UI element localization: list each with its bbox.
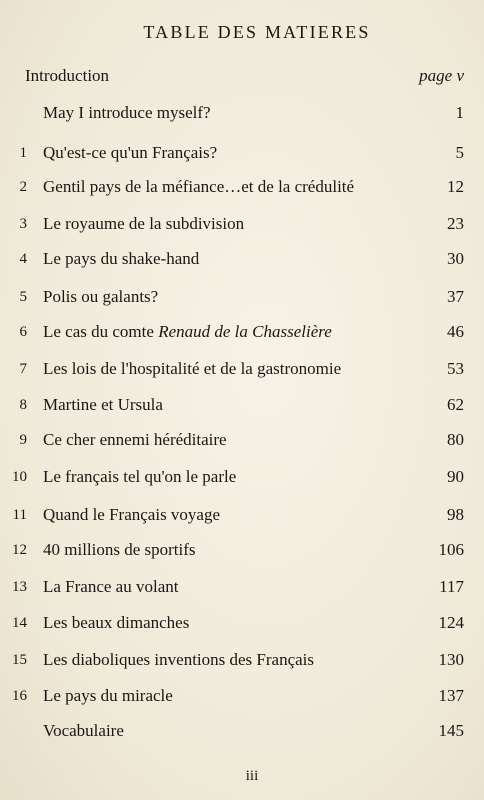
toc-chapter-number: 9 <box>19 432 27 448</box>
toc-entry-label: Le pays du shake-hand <box>43 249 200 268</box>
toc-chapter-number: 11 <box>12 507 27 523</box>
toc-entry-label: Introduction <box>25 66 110 85</box>
toc-row <box>0 212 484 236</box>
toc-entry-label: 40 millions de sportifs <box>43 540 196 559</box>
toc-row <box>0 247 484 271</box>
toc-entry-label: La France au volant <box>43 577 179 596</box>
toc-entry-label: Le français tel qu'on le parle <box>43 467 237 486</box>
toc-entry-page: 1 <box>455 103 464 122</box>
toc-entry-page: 124 <box>438 613 464 632</box>
toc-chapter-number: 6 <box>19 324 27 340</box>
toc-row-preface <box>0 101 484 125</box>
toc-entry-page: 137 <box>438 686 464 705</box>
toc-row <box>0 465 484 489</box>
toc-row <box>0 175 484 199</box>
toc-entry-label: Qu'est-ce qu'un Français? <box>43 143 218 162</box>
toc-chapter-number: 13 <box>12 579 27 595</box>
toc-entry-page: 62 <box>447 395 464 414</box>
toc-entry-label: Quand le Français voyage <box>43 505 221 524</box>
toc-entry-label: Le royaume de la subdivision <box>43 214 245 233</box>
toc-entry-page: 37 <box>447 287 464 306</box>
toc-entry-label-italic: Renaud de la Chasselière <box>158 322 332 341</box>
toc-row-vocabulaire <box>0 719 484 743</box>
toc-chapter-number: 10 <box>12 469 27 485</box>
toc-entry-label: Le pays du miracle <box>43 686 173 705</box>
toc-chapter-number: 15 <box>12 652 27 668</box>
toc-entry-page: 90 <box>447 467 464 486</box>
page-folio: iii <box>245 768 259 784</box>
toc-chapter-number: 4 <box>19 251 27 267</box>
toc-entry-label: Vocabulaire <box>43 721 124 740</box>
toc-entry-label-prefix: Le cas du comte <box>43 322 159 341</box>
toc-row <box>0 503 484 527</box>
toc-entry-label: Les beaux dimanches <box>43 613 190 632</box>
toc-entry-label: Les diaboliques inventions des Français <box>43 650 315 669</box>
toc-chapter-number: 16 <box>12 688 27 704</box>
toc-row <box>0 648 484 672</box>
toc-title: TABLE DES MATIERES <box>143 22 371 42</box>
toc-chapter-number: 14 <box>12 615 27 631</box>
toc-row <box>0 538 484 562</box>
toc-entry-page: 106 <box>438 540 464 559</box>
toc-chapter-number: 5 <box>19 289 27 305</box>
toc-entry-label: Polis ou galants? <box>43 287 159 306</box>
toc-entry-page: 145 <box>438 721 464 740</box>
toc-entry-label: Gentil pays de la méfiance…et de la crédulité <box>43 177 355 196</box>
toc-entry-label: Martine et Ursula <box>43 395 163 414</box>
toc-entry-page: 80 <box>447 430 464 449</box>
toc-entry-page: page v <box>419 66 464 85</box>
toc-row <box>0 575 484 599</box>
toc-row <box>0 684 484 708</box>
toc-entry-page: 12 <box>447 177 464 196</box>
toc-row <box>0 285 484 309</box>
toc-entry-page: 23 <box>447 214 464 233</box>
toc-entry-page: 5 <box>455 143 464 162</box>
toc-entry-label: Les lois de l'hospitalité et de la gastronomie <box>43 359 342 378</box>
toc-row <box>0 428 484 452</box>
toc-entry-label: Ce cher ennemi héréditaire <box>43 430 227 449</box>
toc-entry-page: 30 <box>447 249 464 268</box>
toc-chapter-number: 2 <box>19 179 27 195</box>
toc-row <box>0 611 484 635</box>
toc-entry-label: May I introduce myself? <box>43 103 211 122</box>
toc-entry-label <box>43 320 332 344</box>
toc-chapter-number: 12 <box>12 542 27 558</box>
toc-chapter-number: 7 <box>19 361 27 377</box>
toc-row <box>0 393 484 417</box>
toc-entry-page: 98 <box>447 505 464 524</box>
toc-row <box>0 320 484 344</box>
toc-chapter-number: 8 <box>19 397 27 413</box>
toc-chapter-number: 3 <box>19 216 27 232</box>
toc-entry-page: 117 <box>439 577 464 596</box>
toc-entry-page: 46 <box>447 322 464 341</box>
toc-row-introduction <box>0 64 484 88</box>
toc-entry-page: 53 <box>447 359 464 378</box>
toc-chapter-number: 1 <box>19 145 27 161</box>
toc-entry-page: 130 <box>438 650 464 669</box>
toc-row <box>0 141 484 165</box>
toc-row <box>0 357 484 381</box>
